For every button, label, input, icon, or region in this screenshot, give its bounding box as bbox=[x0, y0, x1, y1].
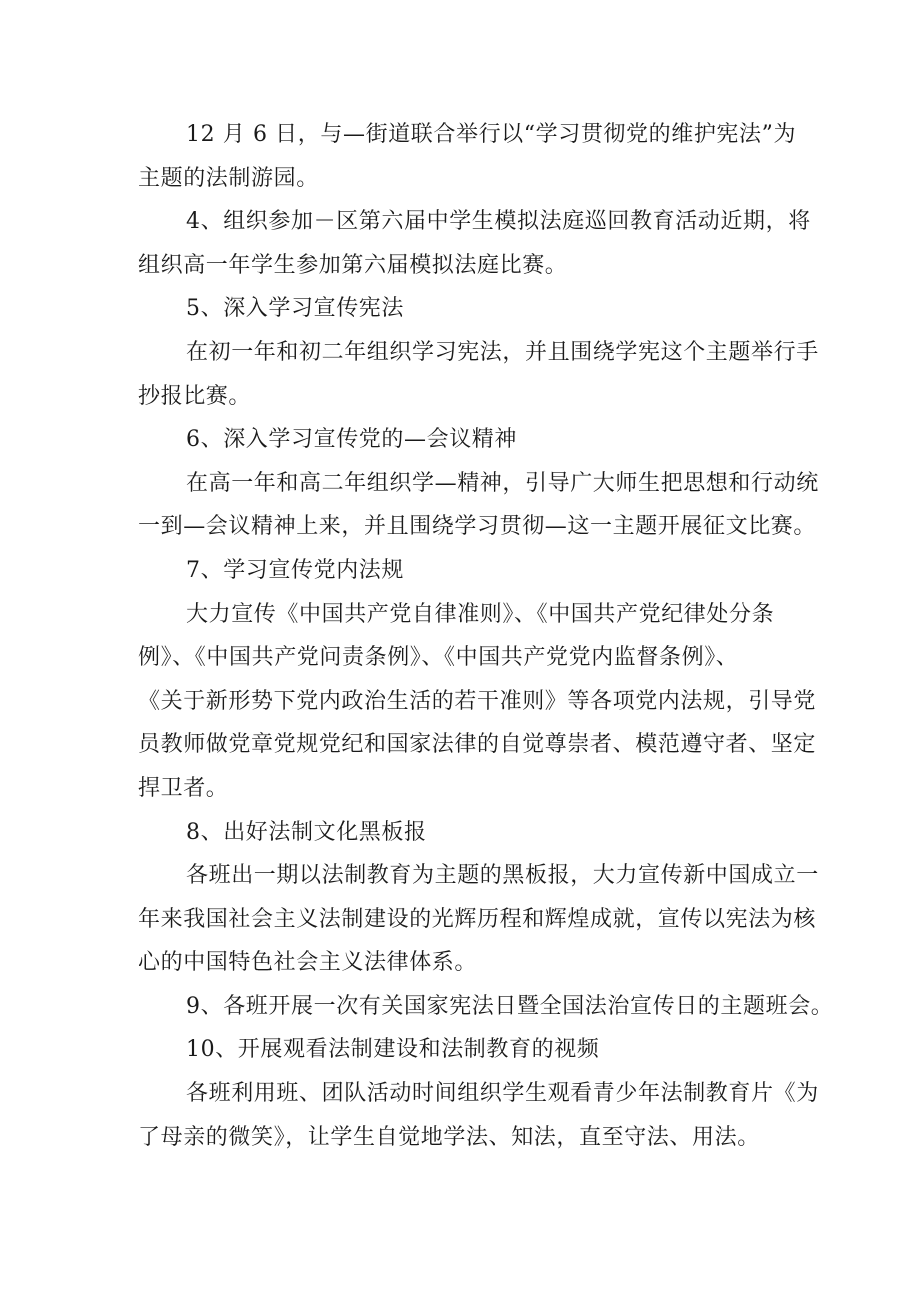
section-heading-5: 5、深入学习宣传宪法 bbox=[186, 296, 404, 322]
paragraph-line: 在初一年和初二年组织学习宪法，并且围绕学宪这个主题举行手 bbox=[186, 339, 819, 365]
paragraph-line: 大力宣传《中国共产党自律准则》、《中国共产党纪律处分条 bbox=[186, 601, 775, 627]
section-heading-6: 6、深入学习宣传党的—会议精神 bbox=[186, 427, 517, 453]
section-heading-10: 10、开展观看法制建设和法制教育的视频 bbox=[186, 1037, 600, 1063]
paragraph-line: 12 月 6 日，与—街道联合举行以“学习贯彻党的维护宪法”为 bbox=[186, 122, 797, 147]
section-heading-9: 9、各班开展一次有关国家宪法日暨全国法治宣传日的主题班会。 bbox=[186, 993, 834, 1019]
section-heading-7: 7、学习宣传党内法规 bbox=[186, 557, 404, 583]
paragraph-line: 例》、《中国共产党问责条例》、《中国共产党党内监督条例》、 bbox=[138, 645, 739, 671]
paragraph-line: 捍卫者。 bbox=[138, 775, 229, 801]
section-heading-8: 8、出好法制文化黑板报 bbox=[186, 819, 427, 845]
paragraph-line: 员教师做党章党规党纪和国家法律的自觉尊崇者、模范遵守者、坚定 bbox=[138, 732, 817, 758]
paragraph-line: 《关于新形势下党内政治生活的若干准则》等各项党内法规，引导党 bbox=[138, 688, 817, 714]
document-body bbox=[138, 113, 834, 1159]
paragraph-line: 组织高一年学生参加第六届模拟法庭比赛。 bbox=[138, 252, 568, 278]
paragraph-line: 抄报比赛。 bbox=[138, 383, 252, 409]
paragraph-line: 心的中国特色社会主义法律体系。 bbox=[138, 950, 478, 976]
paragraph-line: 一到—会议精神上来，并且围绕学习贯彻—这一主题开展征文比赛。 bbox=[138, 514, 817, 540]
paragraph-line: 各班利用班、团队活动时间组织学生观看青少年法制教育片《为 bbox=[186, 1081, 819, 1107]
paragraph-line: 各班出一期以法制教育为主题的黑板报，大力宣传新中国成立一 bbox=[186, 863, 819, 889]
paragraph-line: 年来我国社会主义法制建设的光辉历程和辉煌成就，宣传以宪法为核 bbox=[138, 906, 817, 932]
paragraph-line: 主题的法制游园。 bbox=[138, 165, 319, 191]
paragraph-line: 了母亲的微笑》，让学生自觉地学法、知法，直至守法、用法。 bbox=[138, 1124, 760, 1150]
section-heading-4: 4、组织参加－区第六届中学生模拟法庭巡回教育活动近期，将 bbox=[186, 209, 811, 235]
paragraph-line: 在高一年和高二年组织学—精神，引导广大师生把思想和行动统 bbox=[186, 470, 819, 496]
